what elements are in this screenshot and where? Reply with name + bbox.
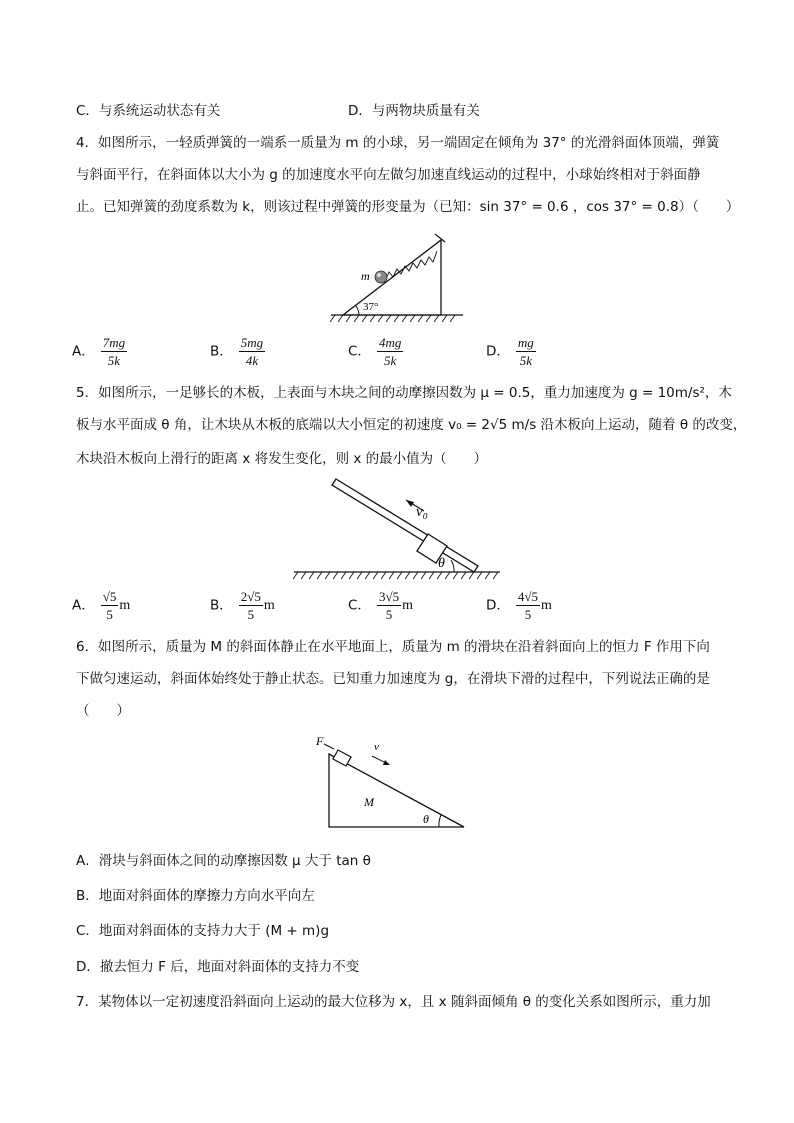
q3-option-d: D．与两物块质量有关 bbox=[348, 103, 480, 119]
q6-option-d: D．撤去恒力 F 后，地面对斜面体的支持力不变 bbox=[76, 959, 360, 975]
option-letter: D． bbox=[486, 343, 510, 360]
q4-option-c bbox=[348, 334, 403, 369]
q6-figure bbox=[312, 734, 472, 834]
option-unit: m bbox=[541, 597, 552, 613]
option-letter: A． bbox=[72, 343, 95, 360]
option-letter: C． bbox=[348, 343, 371, 360]
q5-option-d bbox=[486, 588, 552, 623]
option-fraction: $\frac{4√5}{5}$ bbox=[517, 589, 539, 622]
option-unit: m bbox=[263, 597, 275, 613]
q4-option-b bbox=[210, 334, 265, 369]
q5-option-b bbox=[210, 588, 275, 623]
q6-velocity-label: v bbox=[374, 741, 379, 753]
q6-mass-label: M bbox=[364, 795, 374, 809]
q5-option-c bbox=[348, 588, 413, 623]
q4-stem-line2: 与斜面平行，在斜面体以大小为 g 的加速度水平向左做匀加速直线运动的过程中，小球始终相对于斜面静 bbox=[76, 167, 701, 183]
q5-stem-line3: 木块沿木板向上滑行的距离 x 将发生变化，则 x 的最小值为（ ） bbox=[76, 451, 488, 467]
option-fraction: $\frac{7mg}{5k}$ bbox=[102, 335, 126, 368]
option-fraction: $\frac{√5}{5}$ bbox=[102, 589, 117, 622]
option-fraction: $\frac{3√5}{5}$ bbox=[378, 589, 400, 622]
option-letter: C． bbox=[348, 597, 371, 614]
q5-velocity-label: v₀ bbox=[416, 504, 428, 520]
q4-stem-line3: 止。已知弹簧的劲度系数为 k，则该过程中弹簧的形变量为（已知：sin 37° = 0.6 ，cos 37° = 0.8）（ ） bbox=[76, 199, 740, 215]
option-fraction: $\frac{4mg}{5k}$ bbox=[378, 335, 402, 368]
q6-force-label: F bbox=[316, 734, 324, 748]
q4-figure bbox=[325, 228, 470, 324]
q6-stem-line3: （ ） bbox=[76, 703, 130, 719]
q6-stem-line1: 6．如图所示，质量为 M 的斜面体静止在水平地面上，质量为 m 的滑块在沿着斜面向上的恒力 F 作用下向 bbox=[76, 639, 710, 655]
q5-option-a bbox=[72, 588, 130, 623]
q4-option-d bbox=[486, 334, 536, 369]
q7-stem-line1: 7．某物体以一定初速度沿斜面向上运动的最大位移为 x，且 x 随斜面倾角 θ 的变化关系如图所示，重力加 bbox=[76, 994, 711, 1010]
q4-stem-line1: 4．如图所示，一轻质弹簧的一端系一质量为 m 的小球，另一端固定在倾角为 37° 的光滑斜面体顶端，弹簧 bbox=[76, 135, 720, 151]
option-fraction: $\frac{2√5}{5}$ bbox=[240, 589, 261, 622]
option-letter: B． bbox=[210, 597, 233, 614]
q4-mass-label: m bbox=[361, 269, 370, 283]
q3-option-c: C．与系统运动状态有关 bbox=[76, 103, 221, 119]
q5-angle-label: θ bbox=[438, 556, 445, 571]
q5-stem-line1: 5．如图所示，一足够长的木板，上表面与木块之间的动摩擦因数为 μ = 0.5，重力加速度为 g = 10m/s²，木 bbox=[76, 385, 732, 401]
q4-option-a bbox=[72, 334, 127, 369]
option-letter: A． bbox=[72, 597, 95, 614]
q6-stem-line2: 下做匀速运动，斜面体始终处于静止状态。已知重力加速度为 g，在滑块下滑的过程中，下列说法正确的是 bbox=[76, 671, 710, 687]
option-letter: B． bbox=[210, 343, 233, 360]
q6-option-b: B．地面对斜面体的摩擦力方向水平向左 bbox=[76, 888, 315, 904]
q6-option-a: A．滑块与斜面体之间的动摩擦因数 μ 大于 tan θ bbox=[76, 853, 371, 869]
q4-angle-label: 37° bbox=[363, 301, 379, 313]
q5-figure bbox=[290, 474, 505, 582]
option-fraction: $\frac{mg}{5k}$ bbox=[517, 335, 534, 368]
q6-angle-label: θ bbox=[423, 812, 429, 826]
q5-stem-line2: 板与水平面成 θ 角，让木块从木板的底端以大小恒定的初速度 v₀ = 2√5 m/s 沿木板向上运动，随着 θ 的改变， bbox=[76, 417, 747, 433]
option-unit: m bbox=[119, 597, 131, 613]
option-letter: D． bbox=[486, 597, 510, 614]
option-unit: m bbox=[402, 597, 413, 613]
option-fraction: $\frac{5mg}{4k}$ bbox=[240, 335, 264, 368]
q6-option-c: C．地面对斜面体的支持力大于 (M + m)g bbox=[76, 923, 330, 939]
